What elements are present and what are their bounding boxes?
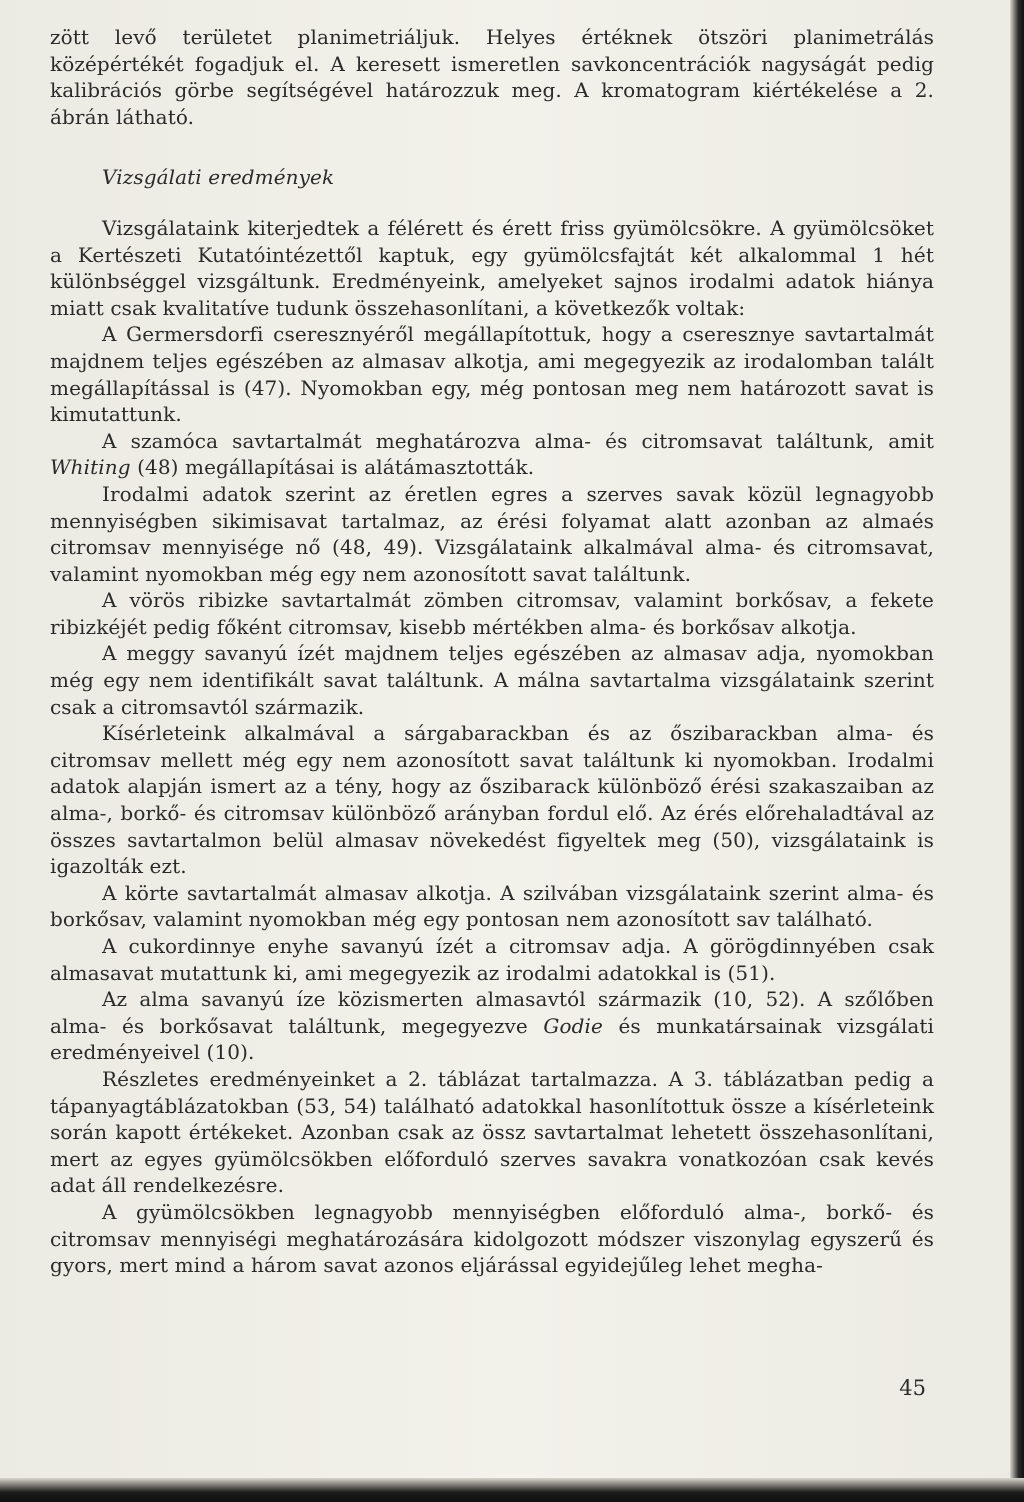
author-godie: Godie — [543, 1013, 603, 1038]
paragraph-3 — [50, 428, 934, 481]
paragraph-7: Kísérleteink alkalmával a sárgabarackban és az őszibarackban alma- és citromsav mellett még egy nem azonosított savat találtunk ki nyomokban. Irodalmi adatok alapján ismert az a tény, hogy az őszibarack különböző érési szakaszaiban az alma-, borkő- és citromsav különböző arányban fordul elő. Az érés előrehaladtával az összes savtartalmon belül almasav növekedést figyeltek meg (50), vizsgálataink is igazolták ezt. — [50, 721, 934, 879]
paragraph-4: Irodalmi adatok szerint az éretlen egres a szerves savak közül legnagyobb mennyiségben sikimisavat tartalmaz, az érési folyamat alatt azonban az almaés citromsav mennyisége nő (48, 49). Vizsgálataink alkalmával alma- és citromsavat, valamint nyomokban még egy nem azonosított savat találtunk. — [50, 481, 934, 586]
page-number: 45 — [899, 1376, 926, 1400]
paragraph-8: A körte savtartalmát almasav alkotja. A szilvában vizsgálataink szerint alma- és borkősav, valamint nyomokban még egy pontosan nem azonosított sav található. — [50, 880, 934, 932]
author-whiting: Whiting — [50, 455, 131, 480]
paragraph-9: A cukordinnye enyhe savanyú ízét a citromsav adja. A görögdinnyében csak almasavat mutattunk ki, ami megegyezik az irodalmi adatokkal is (51). — [50, 934, 934, 985]
paragraph-6: A meggy savanyú ízét majdnem teljes egészében az almasav adja, nyomokban még egy nem identifikált savat találtunk. A málna savtartalma vizsgálataink szerint csak a citromsavtól származik. — [50, 641, 934, 719]
paragraph-12: A gyümölcsökben legnagyobb mennyiségben előforduló alma-, borkő- és citromsav mennyiségi meghatározására kidolgozott módszer viszonylag egyszerű és gyors, mert mind a három savat azonos eljárással egyidejűleg lehet megha- — [50, 1199, 934, 1278]
paragraph-3-text-b: (48) megállapításai is alátámasztották. — [130, 455, 535, 480]
scan-edge-right — [1010, 0, 1024, 1502]
paragraph-1: Vizsgálataink kiterjedtek a félérett és érett friss gyümölcsökre. A gyümölcsöket a Kertészeti Kutatóintézettől kaptuk, egy gyümölcsfajtát két alkalommal 1 hét különbséggel vizsgáltunk. Eredményeink, amelyeket sajnos irodalmi adatok hiánya miatt csak kvalitatíve tudunk összehasonlítani, a következők voltak: — [50, 215, 934, 320]
section-heading: Vizsgálati eredmények — [102, 165, 335, 190]
paragraph-intro: zött levő területet planimetriáljuk. Helyes értéknek ötszöri planimetrálás középértékét fogadjuk el. A keresett ismeretlen savkoncentrációk nagyságát pedig kalibrációs görbe segítségével határozzuk meg. A kromatogram kiértékelése a 2. ábrán látható. — [50, 25, 934, 129]
paragraph-5: A vörös ribizke savtartalmát zömben citromsav, valamint borkősav, a fekete ribizkéjét pedig főként citromsav, kisebb mértékben alma- és borkősav alkotja. — [50, 588, 934, 639]
paragraph-2: A Germersdorfi cseresznyéről megállapítottuk, hogy a cseresznye savtartalmát majdnem teljes egészében az almasav alkotja, ami megegyezik az irodalomban talált megállapítással is (47). Nyomokban egy, még pontosan meg nem határozott savat is kimutattunk. — [50, 322, 934, 427]
body-text — [50, 24, 934, 1279]
scan-edge-bottom — [0, 1478, 1024, 1502]
paragraph-10-text-b: és munkatársainak vizsgálati eredményeivel (10). — [50, 1013, 934, 1065]
paragraph-10 — [50, 986, 934, 1066]
paragraph-10-text-a: Az alma savanyú íze közismerten almasavtól származik (10, 52). A szőlőben alma- és borkősavat találtunk, megegyezve — [50, 987, 934, 1038]
paragraph-11: Részletes eredményeinket a 2. táblázat tartalmazza. A 3. táblázatban pedig a tápanyagtáblázatokban (53, 54) található adatokkal hasonlítottuk össze a kísérleteink során kapott értékeket. Azonban csak az össz savtartalmat lehetett összehasonlítani, mert az egyes gyümölcsökben előforduló szerves savakra vonatkozóan csak kevés adat áll rendelkezésre. — [50, 1066, 934, 1198]
paragraph-3-text-a: A szamóca savtartalmát meghatározva alma- és citromsavat találtunk, amit — [102, 428, 934, 453]
